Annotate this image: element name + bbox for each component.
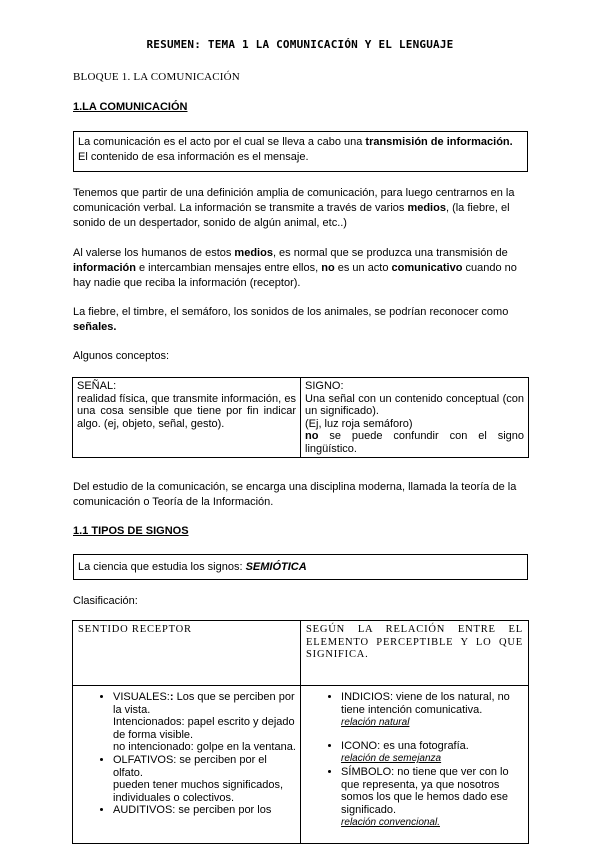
senal-text: realidad física, que transmite información, es una cosa sensible que tiene por fin indicar algo. (ej, objeto, señal, gesto). (77, 392, 296, 430)
section-heading-tipos: 1.1 TIPOS DE SIGNOS (73, 525, 189, 537)
definition-line2: El contenido de esa información es el mensaje. (78, 151, 309, 163)
signo-no: no (305, 430, 319, 442)
text: es un acto (334, 262, 392, 274)
list-item-olfativos: • OLFATIVOS: se perciben por el olfato. pueden tener muchos significados, individuales o colectivos. (113, 754, 296, 804)
relacion-cell (301, 686, 529, 844)
paragraph-senales (73, 305, 528, 335)
signo-text: Una señal con un contenido conceptual (con un significado). (305, 392, 524, 417)
paragraph-text: Tenemos que partir de una definición amplia de comunicación, para luego centrarnos en la comunicación verbal. La información se transmite a través de varios (73, 187, 515, 214)
col-segun-relacion: SEGÚN LA RELACIÓN ENTRE EL ELEMENTO PERCEPTIBLE Y LO QUE SIGNIFICA. (301, 621, 529, 686)
list-item-simbolo: • SÍMBOLO: no tiene que ver con lo que representa, ya que nosotros somos los que le hemos dado ese significado. relación convencional. (341, 766, 524, 830)
paragraph-text-end: , (la fiebre, el sonido de un despertador, sonido de algún animal, etc..) (73, 202, 510, 229)
semiotica-box (73, 554, 528, 580)
paragraph-teoria: Del estudio de la comunicación, se encarga una disciplina moderna, llamada la teoría de la comunicación o Teoría de la Información. (73, 481, 517, 508)
definition-text: La comunicación es el acto por el cual se lleva a cabo una (78, 136, 366, 148)
senal-heading: SEÑAL: (77, 380, 117, 392)
bold: comunicativo (391, 262, 463, 274)
page-title: RESUMEN: TEMA 1 LA COMUNICACIÓN Y EL LENGUAJE (146, 38, 454, 51)
list-item-auditivos: • AUDITIVOS: se perciben por los (113, 804, 296, 817)
block-heading: BLOQUE 1. LA COMUNICACIÓN (73, 71, 240, 83)
bold-medios: medios (407, 202, 446, 214)
list-item-icono: • ICONO: es una fotografía. relación de semejanza (341, 740, 524, 766)
list-item-indicios: • INDICIOS: viene de los natural, no tiene intención comunicativa. relación natural (341, 691, 524, 730)
signo-example: (Ej, luz roja semáforo) (305, 417, 413, 430)
text: Al valerse los humanos de estos (73, 247, 235, 259)
classification-table (72, 620, 529, 844)
semiotica-bold: SEMIÓTICA (245, 561, 307, 573)
senal-cell (73, 378, 301, 458)
text: , es normal que se produzca una transmisión de (272, 247, 508, 259)
sentidos-cell (73, 686, 301, 844)
text: cuando no hay nadie que reciba la información (receptor). (73, 262, 517, 289)
text: e intercambian mensajes entre ellos, (135, 262, 322, 274)
semiotica-text: La ciencia que estudia los signos: (78, 561, 246, 573)
bold: no (321, 262, 335, 274)
signo-cell (301, 378, 529, 458)
paragraph-medios (73, 186, 528, 231)
definition-box (73, 131, 528, 172)
concepts-table (72, 377, 529, 458)
signo-heading: SIGNO: (305, 380, 344, 392)
text: La fiebre, el timbre, el semáforo, los sonidos de los animales, se podrían reconocer como (73, 306, 509, 318)
definition-bold: transmisión de información. (365, 136, 513, 148)
signo-rest: se puede confundir con el signo lingüístico. (305, 430, 524, 455)
section-heading-comunicacion: 1.LA COMUNICACIÓN (73, 101, 188, 113)
list-item-visuales: • VISUALES:: Los que se perciben por la vista. Intencionados: papel escrito y dejado de forma visible. no intencionado: golpe en la ventana. (113, 691, 296, 754)
paragraph-humanos (73, 246, 528, 291)
bold: medios (234, 247, 273, 259)
clasificacion: Clasificación: (73, 595, 138, 607)
bold-senales: señales. (73, 321, 117, 333)
algunos-conceptos: Algunos conceptos: (73, 350, 170, 362)
col-sentido-receptor: SENTIDO RECEPTOR (73, 621, 301, 686)
bold: información (73, 262, 136, 274)
